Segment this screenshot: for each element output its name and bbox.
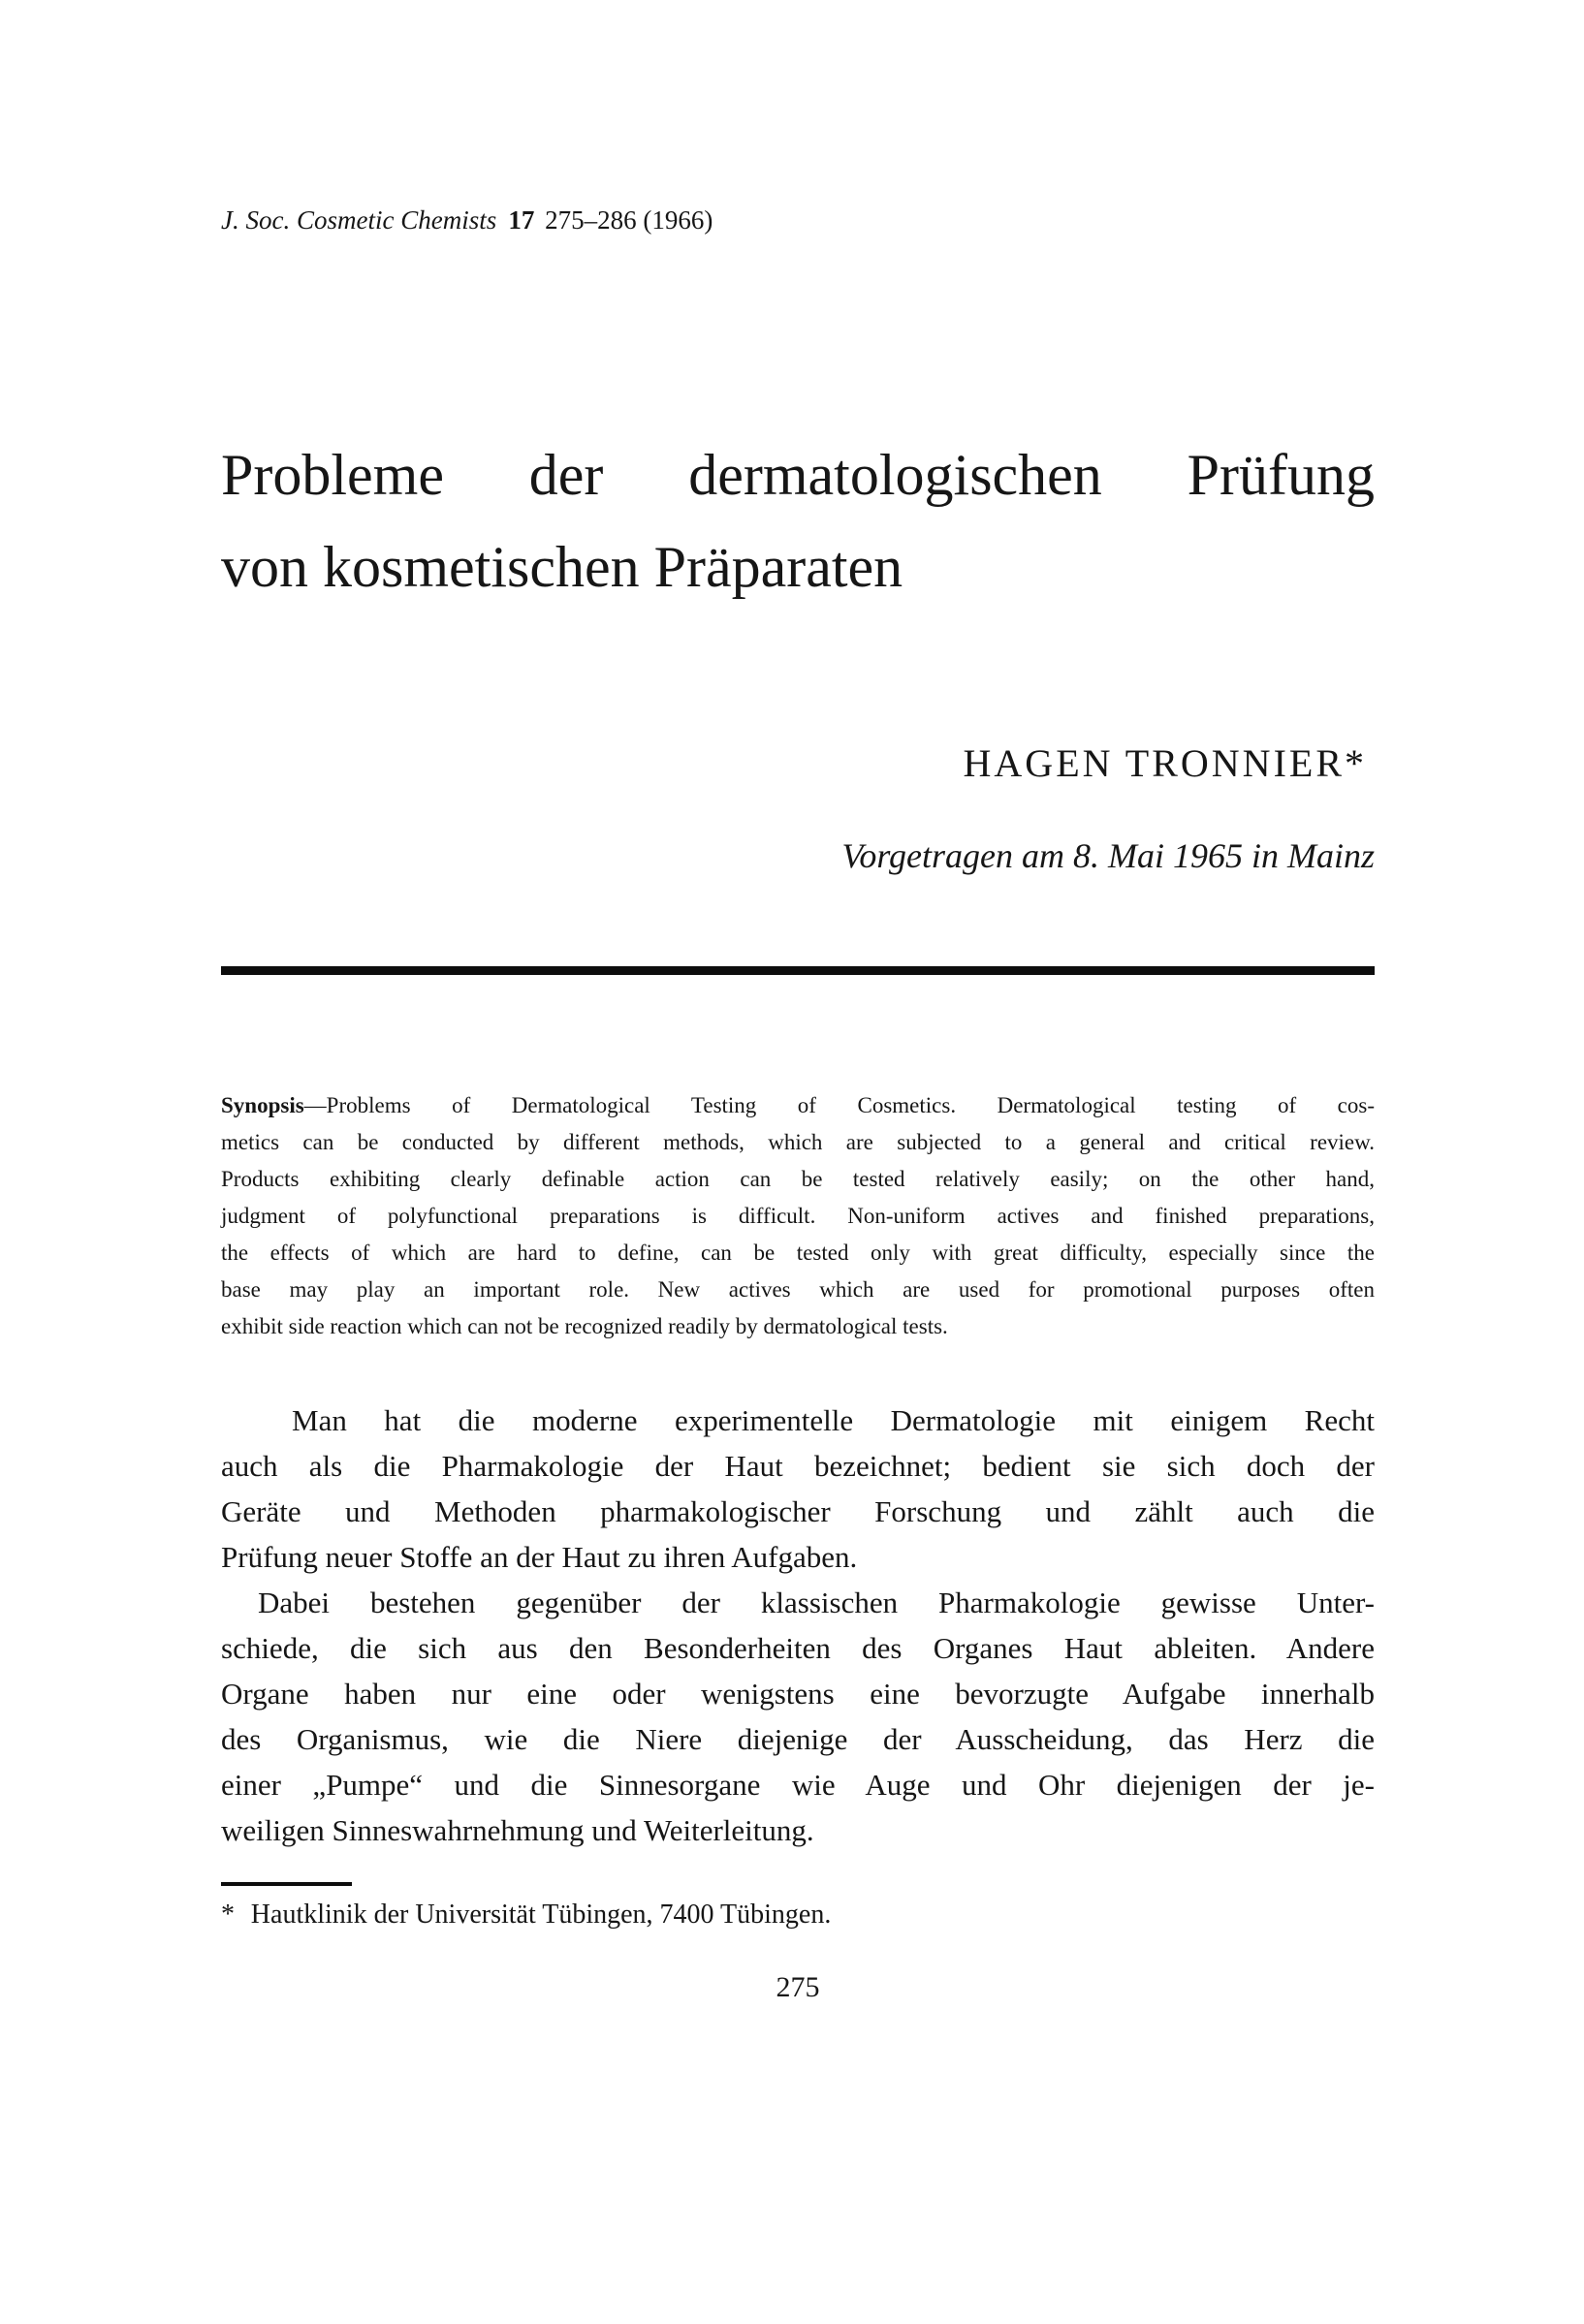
synopsis-label: Synopsis <box>221 1093 304 1117</box>
volume-number: 17 <box>508 205 535 235</box>
synopsis-line-text: Products exhibiting clearly definable action can be tested relatively easily; on the other hand, <box>221 1167 1375 1191</box>
article-title <box>221 429 1375 613</box>
paragraph-2 <box>221 1580 1375 1853</box>
paragraph-1 <box>221 1398 1375 1580</box>
body-line-text: weiligen Sinneswahrnehmung und Weiterleitung. <box>221 1813 814 1847</box>
footnote-marker: * <box>221 1900 235 1930</box>
synopsis-text-line <box>221 1308 1375 1345</box>
title-line-1: Probleme der dermatologischen Prüfung <box>221 443 1375 507</box>
body-line-text: Dabei bestehen gegenüber der klassischen Pharmakologie gewisse Unter- <box>258 1586 1375 1619</box>
body-line-text: einer „Pumpe“ und die Sinnesorgane wie Auge und Ohr diejenigen der je- <box>221 1768 1375 1802</box>
synopsis-line-text: metics can be conducted by different methods, which are subjected to a general and critical review. <box>221 1130 1375 1154</box>
synopsis-text-line <box>221 1235 1375 1272</box>
synopsis-text-line <box>221 1161 1375 1198</box>
synopsis-text-line <box>221 1198 1375 1235</box>
body-text-line <box>221 1580 1375 1625</box>
synopsis-line-text: the effects of which are hard to define, can be tested only with great difficulty, especially since the <box>221 1241 1375 1265</box>
body-text-line <box>221 1398 1375 1443</box>
body-line-text: Geräte und Methoden pharmakologischer Forschung und zählt auch die <box>221 1494 1375 1528</box>
article-body <box>221 1398 1375 1853</box>
author-name: HAGEN TRONNIER* <box>963 741 1367 785</box>
body-text-line <box>221 1534 1375 1580</box>
body-line-text: schiede, die sich aus den Besonderheiten des Organes Haut ableiten. Andere <box>221 1631 1375 1665</box>
journal-name: J. Soc. Cosmetic Chemists <box>221 205 497 235</box>
section-divider-rule <box>221 966 1375 975</box>
footnote-text: Hautklinik der Universität Tübingen, 7400 Tübingen. <box>250 1900 832 1930</box>
synopsis-line-text: judgment of polyfunctional preparations is difficult. Non-uniform actives and finished preparations, <box>221 1204 1375 1228</box>
synopsis-line-text: exhibit side reaction which can not be recognized readily by dermatological tests. <box>221 1314 948 1338</box>
page-number: 275 <box>776 1971 820 2003</box>
footnote <box>221 1900 1375 1931</box>
body-text-line <box>221 1807 1375 1853</box>
presentation-note: Vorgetragen am 8. Mai 1965 in Mainz <box>841 836 1375 875</box>
body-line-text: Organe haben nur eine oder wenigstens eine bevorzugte Aufgabe innerhalb <box>221 1677 1375 1711</box>
body-text-line <box>221 1443 1375 1489</box>
synopsis-text-line <box>221 1272 1375 1308</box>
body-text-line <box>221 1762 1375 1807</box>
synopsis-first-line-text: —Problems of Dermatological Testing of Cosmetics. Dermatological testing of cos- <box>303 1093 1375 1117</box>
body-line-text: Prüfung neuer Stoffe an der Haut zu ihren Aufgaben. <box>221 1540 858 1574</box>
synopsis <box>221 1087 1375 1345</box>
body-text-line <box>221 1716 1375 1762</box>
body-line-text: Man hat die moderne experimentelle Dermatologie mit einigem Recht <box>292 1403 1375 1437</box>
body-line-text: des Organismus, wie die Niere diejenige der Ausscheidung, das Herz die <box>221 1722 1375 1756</box>
body-line-text: auch als die Pharmakologie der Haut bezeichnet; bedient sie sich doch der <box>221 1449 1375 1483</box>
title-line-2: von kosmetischen Präparaten <box>221 535 903 599</box>
synopsis-lines <box>221 1124 1375 1345</box>
synopsis-first-line <box>221 1087 1375 1124</box>
synopsis-text-line <box>221 1124 1375 1161</box>
body-text-line <box>221 1671 1375 1716</box>
body-text-line <box>221 1625 1375 1671</box>
pages-and-year: 275–286 (1966) <box>545 205 713 235</box>
body-text-line <box>221 1489 1375 1534</box>
synopsis-line-text: base may play an important role. New actives which are used for promotional purposes often <box>221 1277 1375 1302</box>
footnote-rule <box>221 1882 352 1886</box>
journal-citation <box>221 205 1375 236</box>
